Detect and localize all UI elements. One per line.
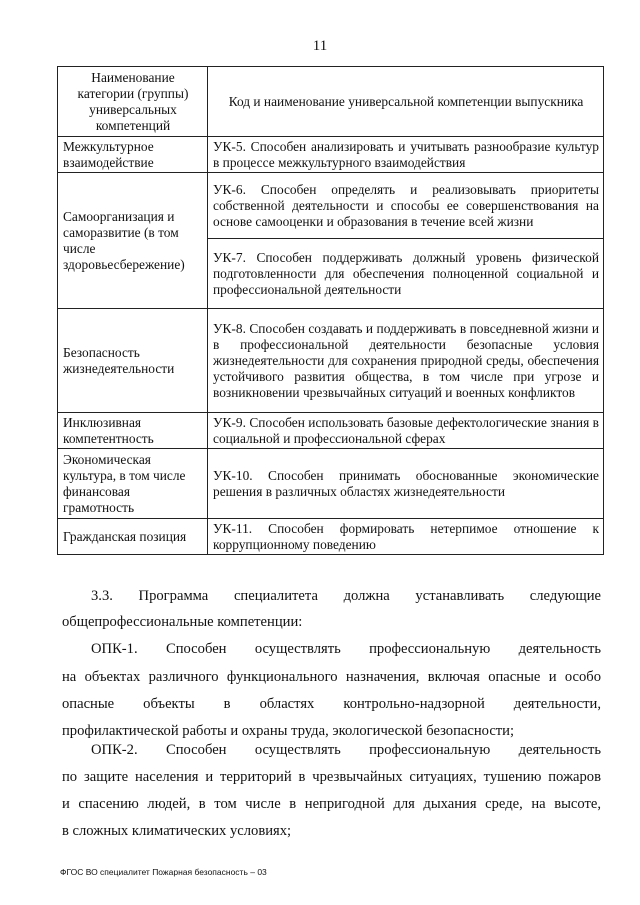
category-cell: Межкультурное взаимодействие [58, 137, 208, 173]
category-cell: Безопасность жизнедеятельности [58, 309, 208, 413]
competence-cell: УК-11. Способен формировать нетерпимое отношение к коррупционному поведению [208, 519, 604, 555]
opk-1-paragraph [91, 636, 601, 663]
category-cell: Самоорганизация и саморазвитие (в том числе здоровьесбережение) [58, 173, 208, 309]
header-category-cell: Наименование категории (группы) универсальных компетенций [58, 67, 208, 137]
page-number: 11 [312, 38, 328, 54]
opk-2-continuation [62, 764, 601, 845]
section-3-3-line: 3.3. Программа специалитета должна устанавливать следующие [91, 588, 601, 604]
section-3-3 [91, 583, 601, 610]
table-row [58, 449, 604, 519]
competence-cell: УК-8. Способен создавать и поддерживать в повседневной жизни и в профессиональной деятельности безопасные условия жизнедеятельности для сохранения природной среды, обеспечения устойчивого развития общества, в том числе при угрозе и возникновении чрезвычайных ситуаций и военных конфликтов [208, 309, 604, 413]
category-cell: Гражданская позиция [58, 519, 208, 555]
competence-cell: УК-6. Способен определять и реализовывать приоритеты собственной деятельности и способы ее совершенствования на основе самооценки и образования в течение всей жизни [208, 173, 604, 239]
table-row [58, 309, 604, 413]
opk-1-line: ОПК-1. Способен осуществлять профессиональную деятельность [91, 641, 601, 657]
footer-note: ФГОС ВО специалитет Пожарная безопасность – 03 [60, 867, 267, 877]
competence-cell: УК-7. Способен поддерживать должный уровень физической подготовленности для обеспечения полноценной социальной и профессиональной деятельности [208, 239, 604, 309]
opk-1-line: на объектах различного функционального назначения, включая опасные и особо [62, 669, 601, 685]
opk-2-line: по защите населения и территорий в чрезвычайных ситуациях, тушению пожаров [62, 769, 601, 785]
section-3-3-continuation [62, 609, 601, 636]
competence-cell: УК-10. Способен принимать обоснованные экономические решения в различных областях жизнедеятельности [208, 449, 604, 519]
competence-cell: УК-9. Способен использовать базовые дефектологические знания в социальной и профессиональной сферах [208, 413, 604, 449]
table-header-row [58, 67, 604, 137]
opk-1-line: профилактической работы и охраны труда, экологической безопасности; [62, 723, 515, 739]
table-row [58, 173, 604, 239]
table-row [58, 413, 604, 449]
opk-2-paragraph [91, 737, 601, 764]
competencies-table [57, 66, 604, 555]
category-cell: Инклюзивная компетентность [58, 413, 208, 449]
opk-2-line: в сложных климатических условиях; [62, 823, 292, 839]
category-cell: Экономическая культура, в том числе финансовая грамотность [58, 449, 208, 519]
opk-2-line: ОПК-2. Способен осуществлять профессиональную деятельность [91, 742, 601, 758]
table-row [58, 137, 604, 173]
opk-1-line: опасные объекты в областях контрольно-надзорной деятельности, [62, 696, 601, 712]
section-3-3-line: общепрофессиональные компетенции: [62, 614, 303, 630]
header-competence-cell: Код и наименование универсальной компетенции выпускника [208, 67, 604, 137]
opk-2-line: и спасению людей, в том числе в непригодной для дыхания среде, на высоте, [62, 796, 601, 812]
competence-cell: УК-5. Способен анализировать и учитывать разнообразие культур в процессе межкультурного взаимодействия [208, 137, 604, 173]
table-row [58, 519, 604, 555]
opk-1-continuation [62, 664, 601, 745]
